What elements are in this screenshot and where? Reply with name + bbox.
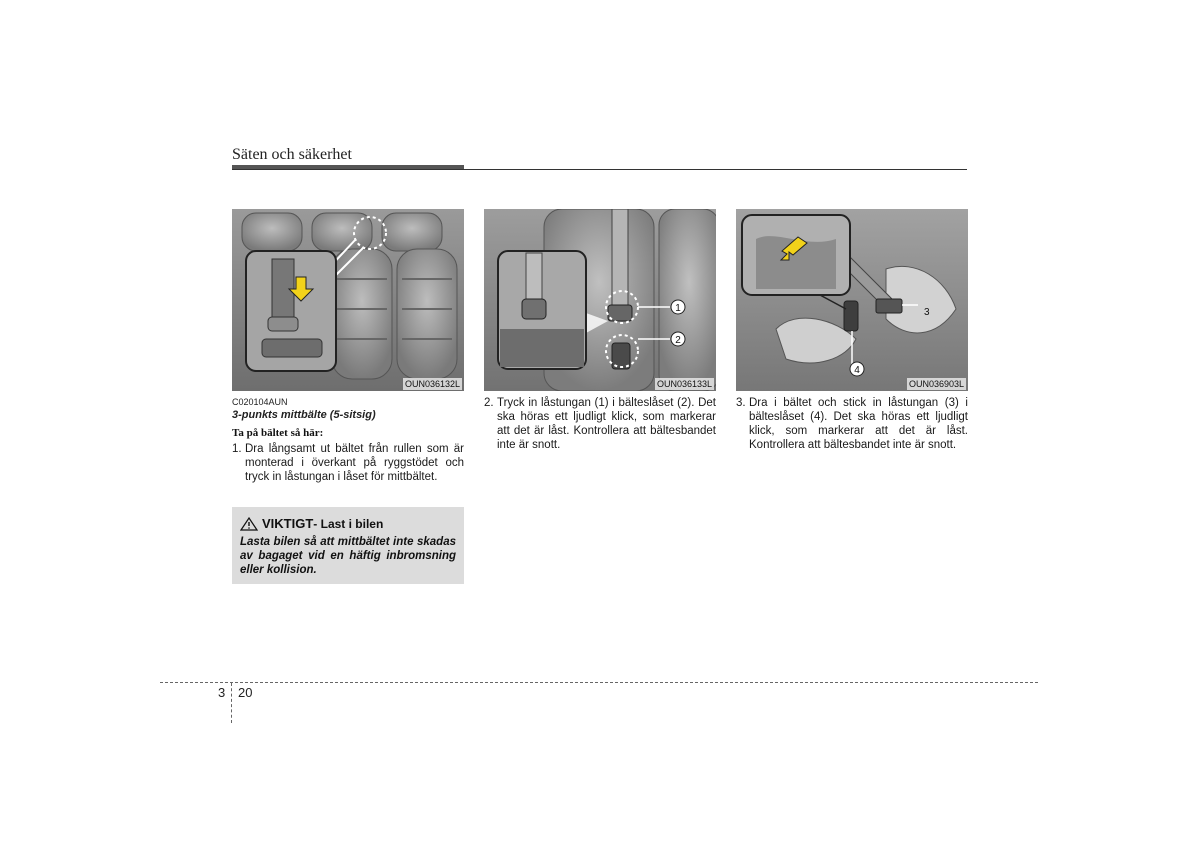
fasten-buckle-illustration: [736, 209, 968, 391]
step-number: 1.: [232, 443, 242, 455]
page-header-title: Säten och säkerhet: [232, 146, 352, 163]
step-text: Tryck in låstungan (1) i bälteslåset (2). Det ska höras ett ljudligt klick, som markerar att det är låst. Kontrollera att bältesbandet inte är snott.: [497, 397, 716, 451]
figure-code: OUN036132L: [404, 379, 460, 389]
section-code: C020104AUN: [232, 397, 288, 407]
warning-triangle-icon: [240, 517, 258, 531]
figure-code: OUN036903L: [908, 379, 964, 389]
footer-rule: [160, 682, 1038, 683]
figure-center-belt-reel: [232, 209, 464, 391]
header-rule-thin: [232, 169, 967, 170]
warning-body: Lasta bilen så att mittbältet inte skadas av bagaget vid en häftig inbromsning eller kollision.: [240, 536, 456, 576]
warning-subtitle: - Last i bilen: [313, 516, 384, 531]
callout-2: 2: [675, 335, 681, 346]
warning-title: VIKTIGT: [262, 516, 314, 531]
insert-tongue-illustration: [484, 209, 716, 391]
callout-1: 1: [675, 303, 681, 314]
figure-fasten-buckle: [736, 209, 968, 391]
callout-3: 3: [924, 307, 930, 318]
step-text: Dra i bältet och stick in låstungan (3) i bälteslåset (4). Det ska höras ett ljudligt klick, som markerar att det är låst. Kontrollera att bältesbandet inte är snott.: [749, 397, 968, 451]
center-belt-reel-illustration: [232, 209, 464, 391]
step-number: 3.: [736, 397, 746, 409]
chapter-number: 3: [218, 685, 226, 700]
step-2: [484, 396, 716, 452]
page-number: 20: [238, 685, 253, 700]
warning-box: [232, 507, 464, 584]
figure-code: OUN036133L: [656, 379, 712, 389]
footer-divider: [231, 683, 232, 723]
figure-insert-tongue: [484, 209, 716, 391]
step-number: 2.: [484, 397, 494, 409]
step-3: [736, 396, 968, 452]
warning-heading: [240, 516, 383, 531]
step-text: Dra långsamt ut bältet från rullen som är monterad i överkant på ryggstödet och tryck in låstungan i låset för mittbältet.: [245, 443, 464, 483]
section-title: 3-punkts mittbälte (5-sitsig): [232, 409, 376, 421]
callout-4: 4: [854, 365, 860, 376]
step-1: [232, 442, 464, 484]
instruction-subhead: Ta på bältet så här:: [232, 427, 324, 439]
